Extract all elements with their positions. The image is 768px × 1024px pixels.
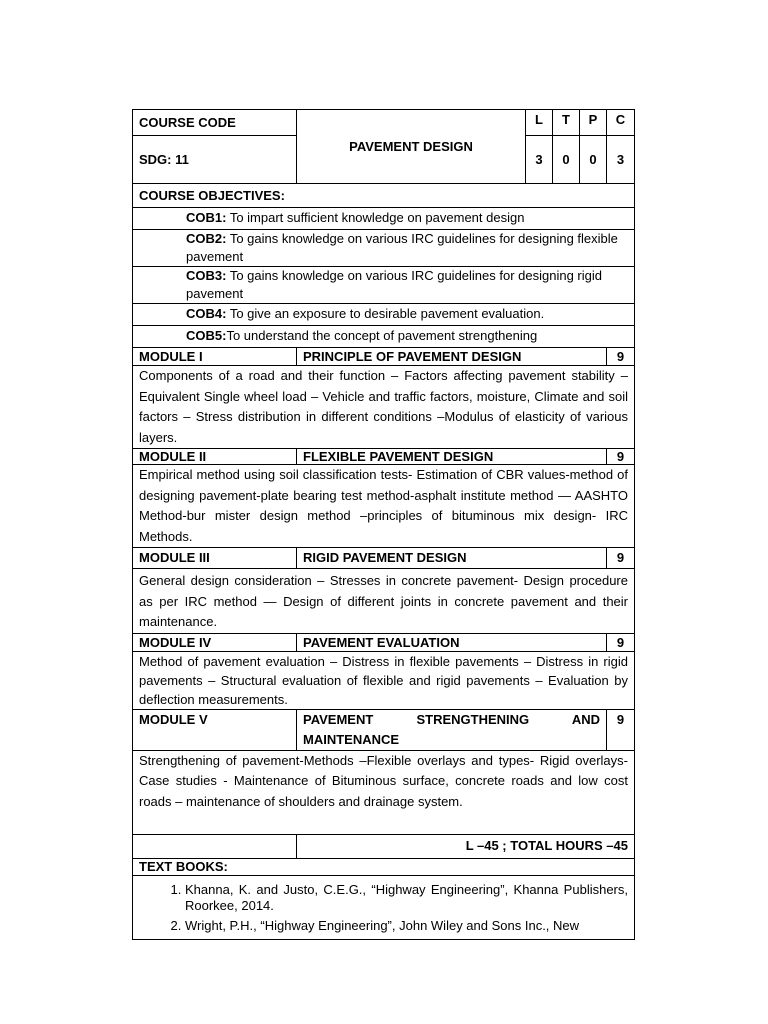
module-5-content: Strengthening of pavement-Methods –Flexible overlays and types- Rigid overlays- Case studies - Maintenance of Bituminous surface, concrete roads and low cost roads – maintenance of shoulders and drainage system. xyxy=(133,750,635,834)
objective-text: To impart sufficient knowledge on pavement design xyxy=(226,210,525,225)
textbook-item: 2. Wright, P.H., “Highway Engineering”, John Wiley and Sons Inc., New xyxy=(185,918,628,934)
objective-code: COB3: xyxy=(186,268,227,283)
header-row-1 xyxy=(133,110,635,136)
module-header-row xyxy=(133,633,635,651)
textbooks-heading-row xyxy=(133,858,635,875)
ltpc-value-t: 0 xyxy=(553,136,580,184)
textbook-item: 1. Khanna, K. and Justo, C.E.G., “Highway Engineering”, Khanna Publishers, Roorkee, 2014. xyxy=(185,882,628,914)
objective-code: COB2: xyxy=(186,231,227,246)
objective-cob3 xyxy=(133,267,635,304)
ltpc-label-t: T xyxy=(553,110,580,136)
module-1-content: Components of a road and their function – Factors affecting pavement stability – Equivalent Single wheel load – Vehicle and traffic factors, moisture, Climate and soil factors – Stress distribution in different conditions –Modulus of elasticity of various layers. xyxy=(133,366,635,449)
module-2-label: MODULE II xyxy=(133,449,297,465)
module-5-label: MODULE V xyxy=(133,709,297,750)
module-1-label: MODULE I xyxy=(133,348,297,366)
module-header-row xyxy=(133,709,635,750)
module-5-hours: 9 xyxy=(607,709,635,750)
module-content-row xyxy=(133,750,635,834)
module-content-row xyxy=(133,651,635,709)
ltpc-value-c: 3 xyxy=(607,136,635,184)
ltpc-label-c: C xyxy=(607,110,635,136)
module-1-hours: 9 xyxy=(607,348,635,366)
module-4-content: Method of pavement evaluation – Distress in flexible pavements – Distress in rigid pavements – Structural evaluation of flexible and rigid pavements – Evaluation by deflection measurements. xyxy=(133,651,635,709)
module-3-title: RIGID PAVEMENT DESIGN xyxy=(297,548,607,569)
course-code-label: COURSE CODE xyxy=(133,110,297,136)
ltpc-label-p: P xyxy=(580,110,607,136)
module-header-row xyxy=(133,449,635,465)
module-header-row xyxy=(133,548,635,569)
textbooks-cell xyxy=(133,875,635,939)
objective-cob1 xyxy=(133,208,635,230)
textbooks-heading: TEXT BOOKS: xyxy=(133,858,635,875)
objective-text: To gains knowledge on various IRC guidelines for designing rigid pavement xyxy=(186,268,602,301)
objective-cob5 xyxy=(133,326,635,348)
course-code: SDG: 11 xyxy=(133,136,297,184)
objectives-heading-row xyxy=(133,184,635,208)
module-header-row xyxy=(133,348,635,366)
syllabus-table xyxy=(132,109,635,940)
total-hours-row xyxy=(133,834,635,858)
textbooks-list-row xyxy=(133,875,635,939)
module-4-label: MODULE IV xyxy=(133,633,297,651)
module-2-title: FLEXIBLE PAVEMENT DESIGN xyxy=(297,449,607,465)
module-content-row xyxy=(133,465,635,548)
module-content-row xyxy=(133,569,635,634)
module-4-title: PAVEMENT EVALUATION xyxy=(297,633,607,651)
objective-text: To gains knowledge on various IRC guidelines for designing flexible pavement xyxy=(186,231,618,264)
objective-text: To understand the concept of pavement strengthening xyxy=(226,328,538,343)
module-1-title: PRINCIPLE OF PAVEMENT DESIGN xyxy=(297,348,607,366)
objective-row xyxy=(133,267,635,304)
ltpc-value-l: 3 xyxy=(526,136,553,184)
total-hours-blank xyxy=(133,834,297,858)
module-3-content: General design consideration – Stresses in concrete pavement- Design procedure as per IRC method — Design of different joints in concrete pavement and their maintenance. xyxy=(133,569,635,634)
objective-code: COB5: xyxy=(186,328,227,343)
objectives-heading: COURSE OBJECTIVES: xyxy=(133,184,635,208)
objective-row xyxy=(133,230,635,267)
objective-row xyxy=(133,304,635,326)
module-content-row xyxy=(133,366,635,449)
module-2-hours: 9 xyxy=(607,449,635,465)
module-2-content: Empirical method using soil classification tests- Estimation of CBR values-method of designing pavement-plate bearing test method-asphalt institute method — AASHTO Method-bur mister design method –principles of bituminous mix design- IRC Methods. xyxy=(133,465,635,548)
module-3-hours: 9 xyxy=(607,548,635,569)
course-title: PAVEMENT DESIGN xyxy=(297,110,526,184)
objective-cob2 xyxy=(133,230,635,267)
module-4-hours: 9 xyxy=(607,633,635,651)
objective-code: COB4: xyxy=(186,306,227,321)
objective-cob4 xyxy=(133,304,635,326)
textbooks-list xyxy=(139,876,628,934)
ltpc-value-p: 0 xyxy=(580,136,607,184)
syllabus-document xyxy=(132,109,634,940)
objective-row xyxy=(133,326,635,348)
module-5-title: PAVEMENT STRENGTHENING AND MAINTENANCE xyxy=(297,709,607,750)
objective-row xyxy=(133,208,635,230)
objective-code: COB1: xyxy=(186,210,227,225)
module-3-label: MODULE III xyxy=(133,548,297,569)
objective-text: To give an exposure to desirable pavement evaluation. xyxy=(226,306,545,321)
total-hours: L –45 ; TOTAL HOURS –45 xyxy=(297,834,635,858)
ltpc-label-l: L xyxy=(526,110,553,136)
